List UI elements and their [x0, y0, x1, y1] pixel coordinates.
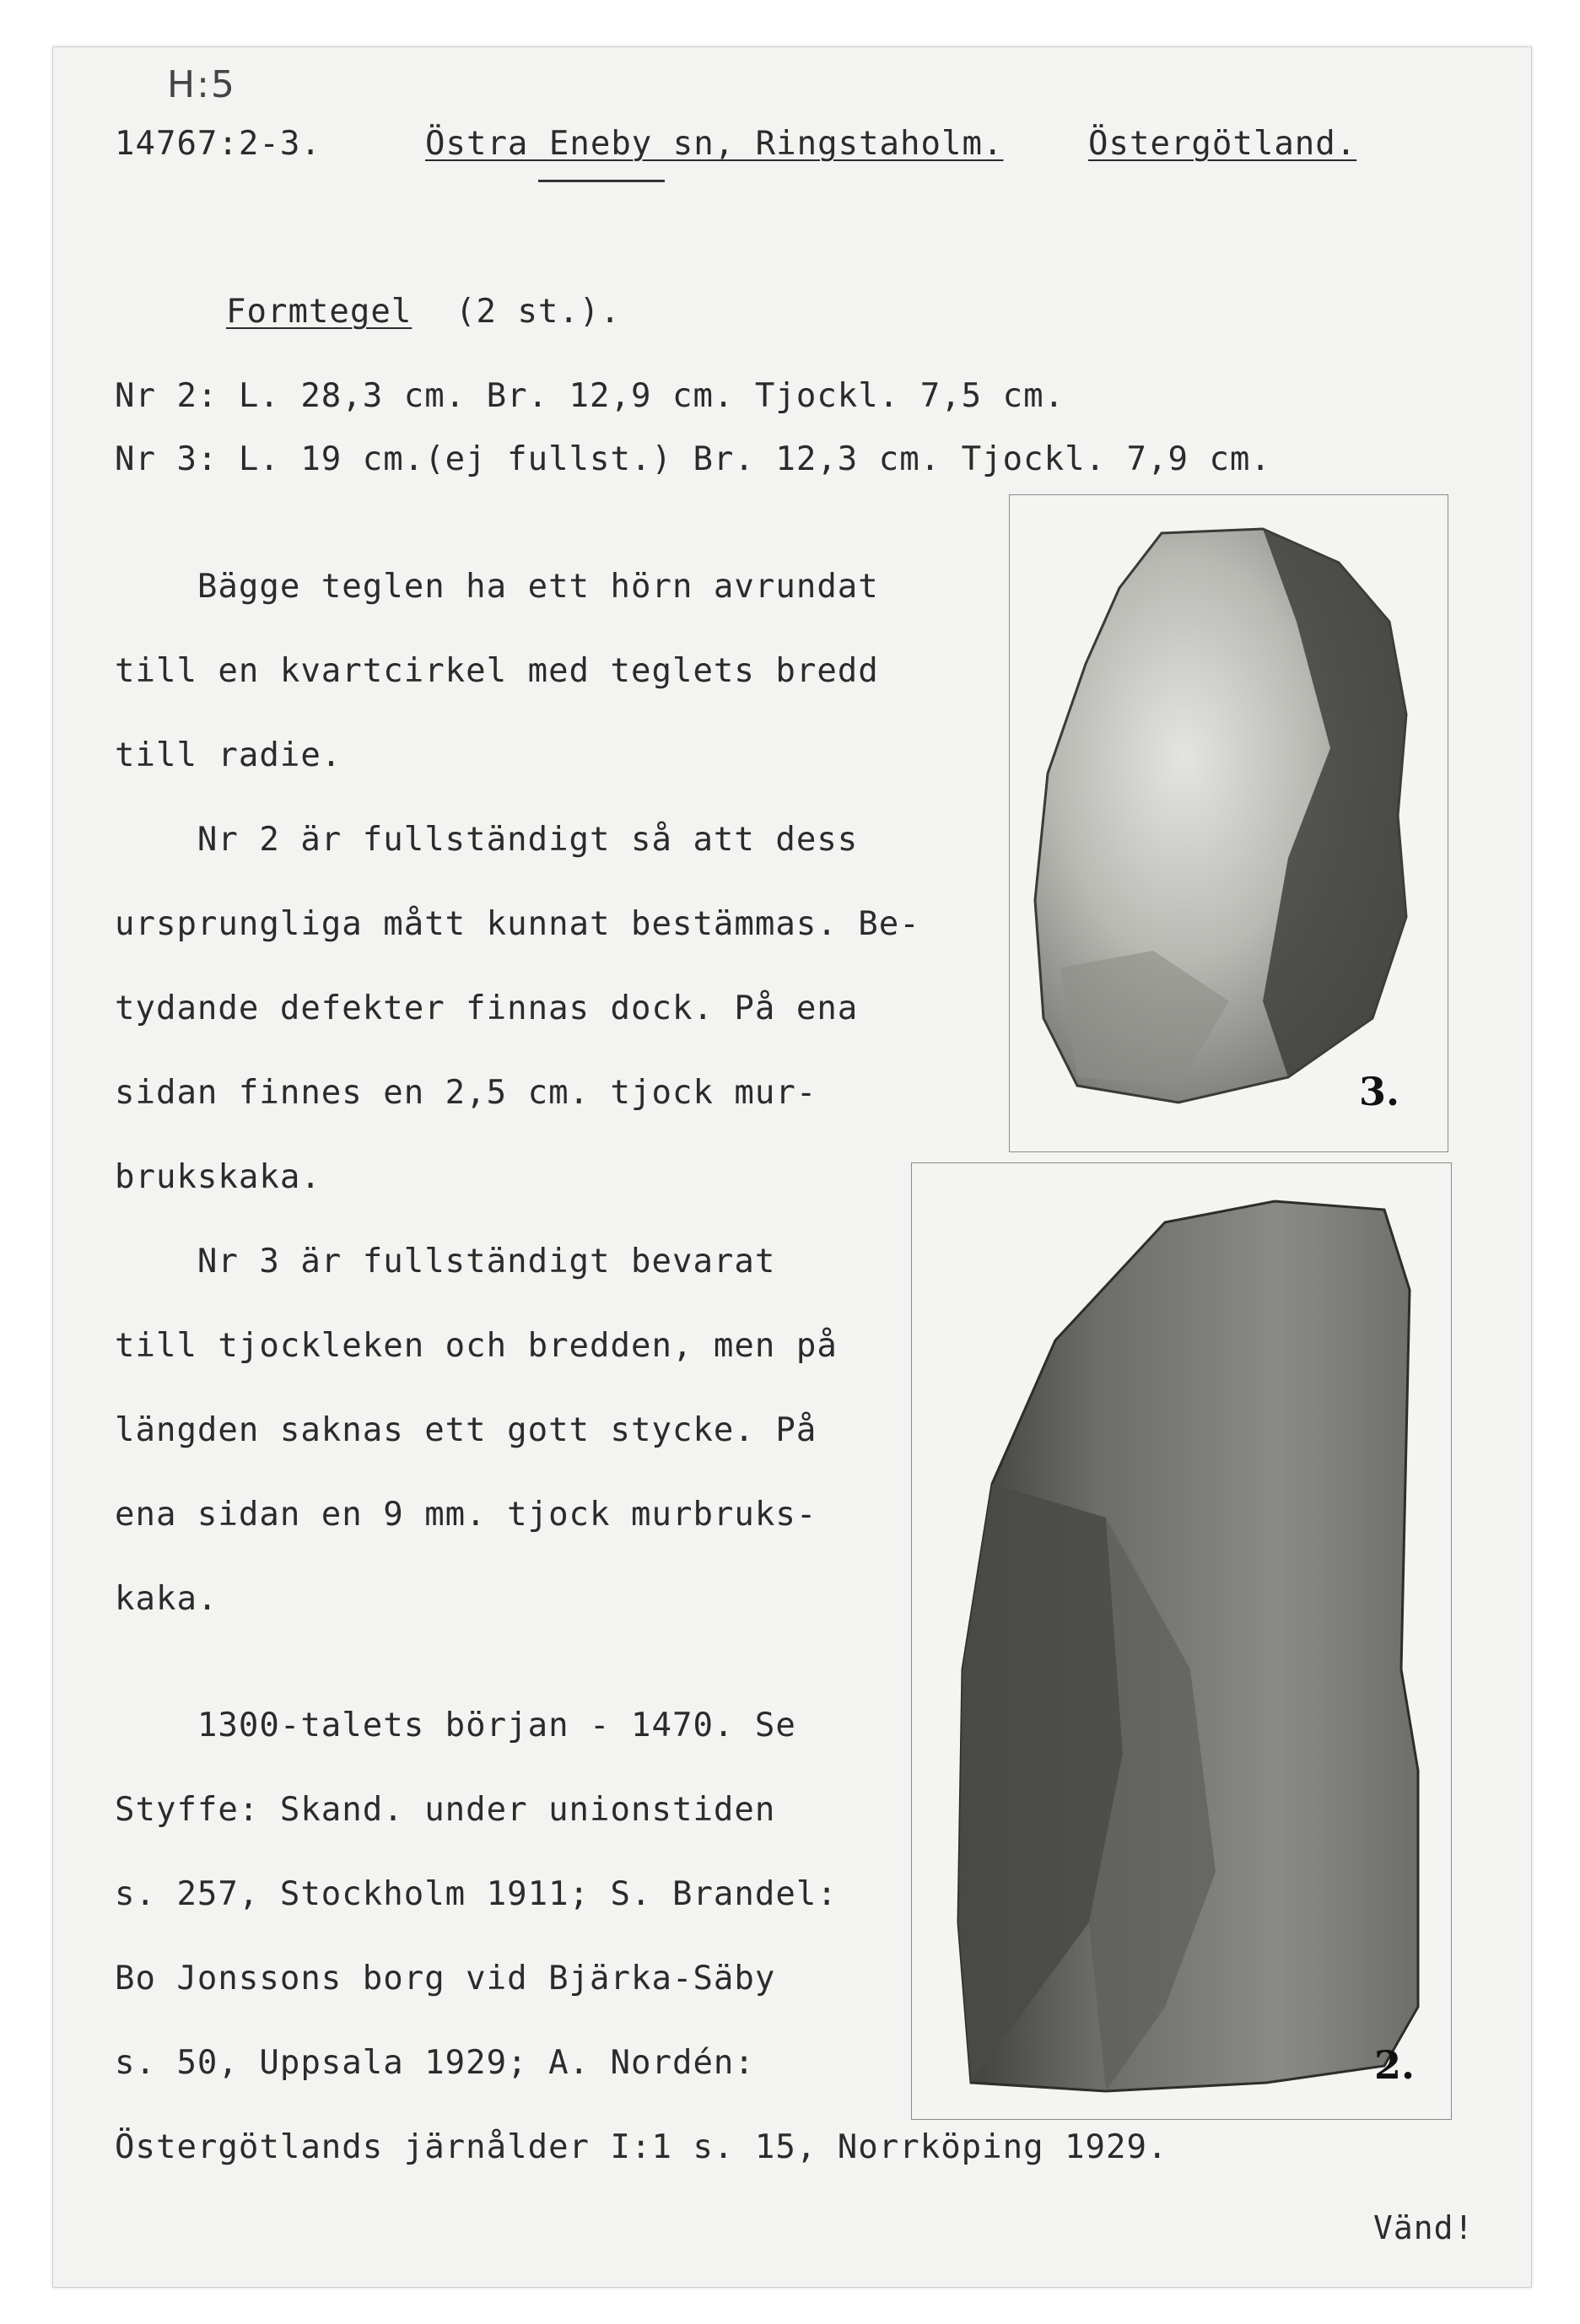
body-line: sidan finnes en 2,5 cm. tjock mur- — [115, 1074, 817, 1112]
body-line: kaka. — [115, 1580, 218, 1618]
photo-brick-3 — [1009, 494, 1448, 1152]
brick-2-image — [912, 1163, 1451, 2119]
dating-line: s. 257, Stockholm 1911; S. Brandel: — [115, 1875, 838, 1913]
catalog-number: 14767:2-3. — [115, 125, 321, 163]
object-count: (2 st.). — [456, 293, 621, 331]
body-line: ursprungliga mått kunnat bestämmas. Be- — [115, 905, 920, 943]
body-line: Nr 3 är fullständigt bevarat — [115, 1243, 776, 1281]
photo-brick-2 — [911, 1162, 1452, 2120]
dating-line: Bo Jonssons borg vid Bjärka-Säby — [115, 1960, 776, 1998]
measurement-nr2: Nr 2: L. 28,3 cm. Br. 12,9 cm. Tjockl. 7,5 cm. — [115, 377, 1065, 415]
dating-line: 1300-talets början - 1470. Se — [115, 1707, 796, 1744]
body-line: tydande defekter finnas dock. På ena — [115, 989, 859, 1027]
body-line: till en kvartcirkel med teglets bredd — [115, 652, 879, 690]
dating-line: Östergötlands järnålder I:1 s. 15, Norrköping 1929. — [115, 2128, 1168, 2166]
body-line: Bägge teglen ha ett hörn avrundat — [115, 568, 879, 606]
body-line: till radie. — [115, 736, 342, 774]
find-location: Östra Eneby sn, Ringstaholm. — [425, 125, 1004, 163]
dating-line: Styffe: Skand. under unionstiden — [115, 1791, 776, 1829]
handwritten-underline — [538, 180, 665, 182]
photo-label-2: 2. — [1374, 2042, 1416, 2088]
handwritten-code: H:5 — [167, 63, 236, 106]
turn-over-note: Vänd! — [1373, 2209, 1475, 2246]
body-line: ena sidan en 9 mm. tjock murbruks- — [115, 1496, 817, 1534]
photo-label-3: 3. — [1359, 1069, 1400, 1114]
body-line: längden saknas ett gott stycke. På — [115, 1411, 817, 1449]
body-line: brukskaka. — [115, 1158, 321, 1196]
measurement-nr3: Nr 3: L. 19 cm.(ej fullst.) Br. 12,3 cm. Tjockl. 7,9 cm. — [115, 440, 1271, 478]
dating-line: s. 50, Uppsala 1929; A. Nordén: — [115, 2044, 755, 2082]
brick-3-image — [1010, 495, 1448, 1151]
body-line: Nr 2 är fullständigt så att dess — [115, 821, 859, 859]
object-name: Formtegel — [226, 293, 413, 331]
body-line: till tjockleken och bredden, men på — [115, 1327, 838, 1365]
region-name: Östergötland. — [1088, 125, 1357, 163]
